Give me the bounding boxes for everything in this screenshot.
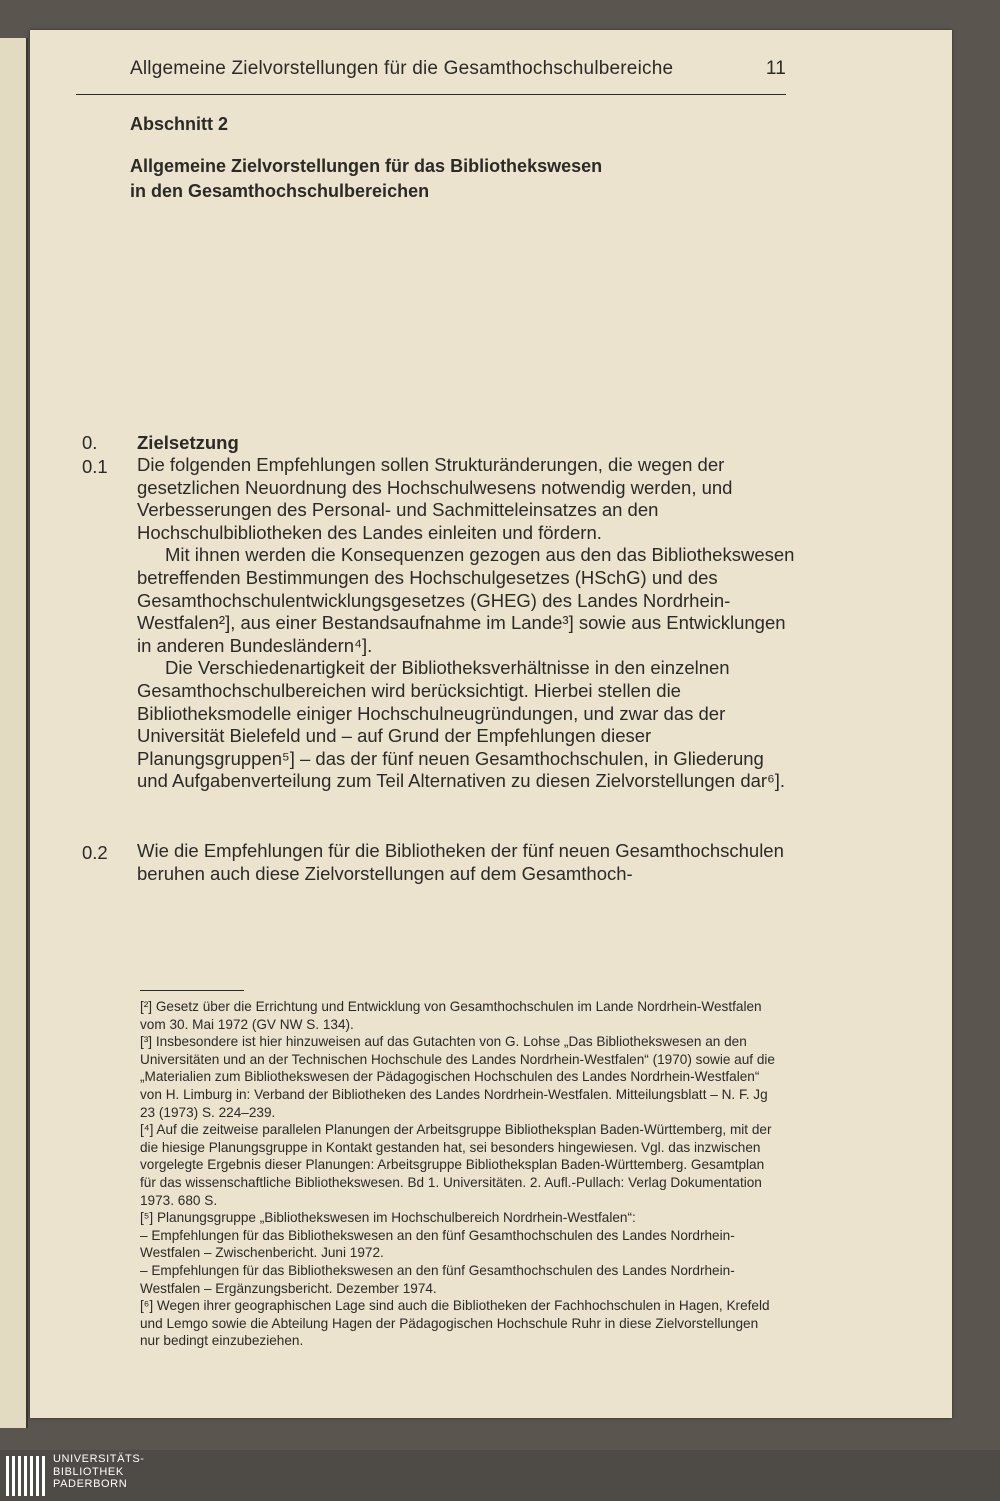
section-title (130, 154, 730, 204)
footnotes (140, 998, 780, 1350)
page-number: 11 (765, 58, 786, 79)
book-page (30, 30, 952, 1418)
footnote-rule (140, 990, 244, 991)
footnote-2: [²] Gesetz über die Errichtung und Entwicklung von Gesamthochschulen im Lande Nordrhein-Westfalen vom 30. Mai 1972 (GV NW S. 134). (140, 999, 762, 1032)
paragraph-0-2 (137, 840, 797, 885)
footnote-4: [⁴] Auf die zeitweise parallelen Planungen der Arbeitsgruppe Bibliotheksplan Baden-Württemberg, mit der die hiesige Planungsgruppe in Kontakt gestanden hat, sei besonders hingewiesen. Vgl. das inzwischen vorgelegte Ergebnis dieser Planungen: Arbeitsgruppe Bibliotheksplan Baden-Württemberg. Gesamtplan für das wissenschaftliche Bibliothekswesen. Bd 1. Universitäten. 2. Aufl.-Pullach: Verlag Dokumentation 1973. 680 S. (140, 1122, 772, 1208)
section-number-0-1: 0.1 (82, 456, 108, 477)
footnote-5-item-1: – Empfehlungen für das Bibliothekswesen an den fünf Gesamthochschulen des Landes Nordrhein-Westfalen – Zwischenbericht. Juni 1972. (140, 1227, 735, 1261)
section-title-line-2: in den Gesamthochschulbereichen (130, 181, 430, 201)
running-title: Allgemeine Zielvorstellungen für die Gesamthochschulbereiche (130, 58, 674, 79)
footnote-5: [⁵] Planungsgruppe „Bibliothekswesen im Hochschulbereich Nordrhein-Westfalen“: (140, 1210, 636, 1226)
paragraph-0-1-c: Die Verschiedenartigkeit der Bibliotheksverhältnisse in den einzelnen Gesamthochschulbereichen wird berücksichtigt. Hierbei stellen die Bibliotheksmodelle einiger Hochschulneugründungen, und zwar das der Universität Bielefeld und – auf Grund der Empfehlungen dieser Planungsgruppen⁵] – das der fünf neuen Gesamthochschulen, in Gliederung und Aufgabenverteilung zum Teil Alternativen zu diesen Zielvorstellungen dar⁶]. (137, 657, 785, 792)
header-rule (76, 94, 786, 95)
section-label: Abschnitt 2 (130, 114, 229, 134)
library-logo-text (53, 1453, 145, 1491)
paragraph-0-2-text: Wie die Empfehlungen für die Bibliotheken der fünf neuen Gesamthochschulen beruhen auch diese Zielvorstellungen auf dem Gesamthoch- (137, 840, 784, 884)
heading-zielsetzung: Zielsetzung (137, 432, 239, 453)
library-logo-line-3: PADERBORN (53, 1478, 128, 1490)
previous-page-edge (0, 38, 28, 1428)
library-logo-line-2: BIBLIOTHEK (53, 1465, 124, 1478)
section-number-0: 0. (82, 432, 98, 453)
footnote-5-item-2: – Empfehlungen für das Bibliothekswesen an den fünf Gesamthochschulen des Landes Nordrhein-Westfalen – Ergänzungsbericht. Dezember 1974. (140, 1262, 735, 1296)
footnote-6: [⁶] Wegen ihrer geographischen Lage sind auch die Bibliotheken der Fachhochschulen in Hagen, Krefeld und Lemgo sowie die Abteilung Hagen der Pädagogischen Hochschule Ruhr in diese Zielvorstellungen nur bedingt einzubeziehen. (140, 1298, 770, 1349)
running-header (130, 58, 786, 80)
library-logo-icon (6, 1456, 46, 1498)
paragraph-0-1-b: Mit ihnen werden die Konsequenzen gezogen aus den das Bibliothekswesen betreffenden Bestimmungen des Hochschulgesetzes (HSchG) und des Gesamthochschulentwicklungsgesetzes (GHEG) des Landes Nordrhein-Westfalen²], aus einer Bestandsaufnahme im Lande³] sowie aus Entwicklungen in anderen Bundesländern⁴]. (137, 544, 795, 656)
footnote-3: [³] Insbesondere ist hier hinzuweisen auf das Gutachten von G. Lohse „Das Bibliothekswesen an den Universitäten und an der Technischen Hochschule des Landes Nordrhein-Westfalen“ (1970) sowie auf die „Materialien zum Bibliothekswesen der Pädagogischen Hochschulen des Landes Nordrhein-Westfalen“ von H. Limburg in: Verband der Bibliotheken des Landes Nordrhein-Westfalen. Mitteilungsblatt – N. F. Jg 23 (1973) S. 224–239. (140, 1034, 775, 1120)
library-logo-line-1: UNIVERSITÄTS- (53, 1453, 145, 1465)
paragraph-0-1 (137, 454, 797, 793)
library-footer-bar (0, 1450, 1000, 1501)
section-number-0-2: 0.2 (82, 842, 108, 863)
section-title-line-1: Allgemeine Zielvorstellungen für das Bibliothekswesen (130, 156, 603, 176)
paragraph-0-1-a: Die folgenden Empfehlungen sollen Strukturänderungen, die wegen der gesetzlichen Neuordnung des Hochschulwesens notwendig werden, und Verbesserungen des Personal- und Sachmitteleinsatzes an den Hochschulbibliotheken des Landes einleiten und fördern. (137, 454, 733, 543)
